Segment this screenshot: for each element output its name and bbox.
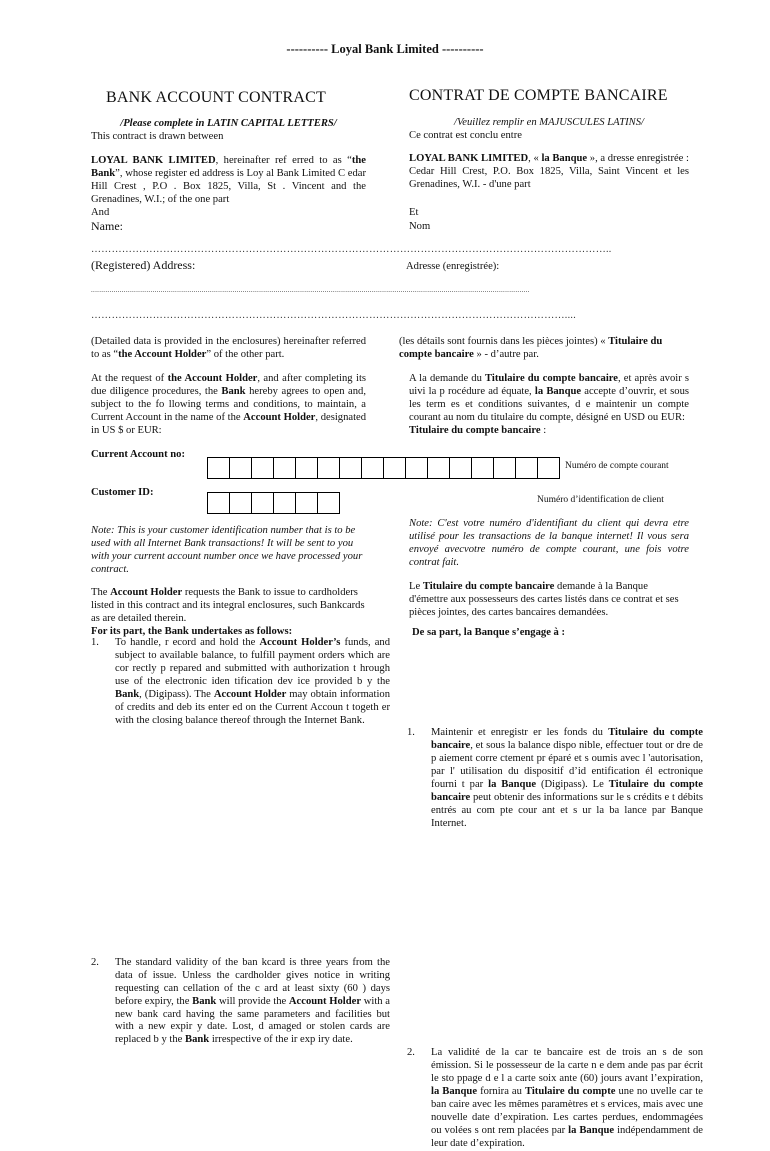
current-account-input[interactable] [207, 457, 560, 479]
party-fr-text2: », a dresse enregistrée : Cedar Hill Crest, P.O. Box 1825, Villa, Saint Vincent et les Grenadines, W.I. - d'une part [409, 153, 689, 190]
item-1-en-text1: To handle, r ecord and hold the [115, 637, 260, 648]
item-1-fr-text2: , et sous la balance dispo nible, effectuer tout or dre de p aiement corre ctement pr éparé et s oumis avec l 'autorisation, par l' utilisation du dispositif d’id entification él ectronique fourni t par [431, 740, 703, 791]
drawn-between-fr: Ce contrat est conclu entre [409, 129, 522, 141]
intro-fr [409, 117, 689, 143]
party-en-bank: the Bank [91, 155, 366, 179]
item-1-en-b3: Account Holder [213, 688, 287, 700]
address-field-line-1[interactable]: ...................................................................................................................................................................................................................... [91, 286, 530, 294]
and-fr: Et [409, 207, 419, 218]
detail-fr-text1: (les détails sont fournis dans les pièces jointes) « [399, 336, 609, 347]
detail-en-holder: the Account Holder [118, 348, 207, 360]
intro-en [91, 118, 366, 144]
request-en-text3: hereby agrees to open and, subject to the fo llowing terms and conditions, to maintain, a Current Account in the name of the [91, 385, 366, 423]
item-1-en-text2: funds, and subject to available balance, to fulfill payment orders which are cor rectly p repared and submitted with authorization t hrough use of the electronic iden tification dev ice provided b y the [115, 637, 390, 687]
item-2-number-en: 2. [91, 956, 99, 968]
item-1-en-text3: , (Digipass). The [139, 688, 214, 700]
item-1-fr [407, 727, 703, 830]
item-1-fr-b1: Titulaire du compte bancaire [431, 727, 703, 752]
item-1-en-b2: Bank [115, 688, 140, 700]
cards-fr [409, 581, 689, 640]
item-2-fr-b1: la Banque [431, 1086, 478, 1098]
bank-undertakes-en: For its part, the Bank undertakes as follows: [91, 625, 293, 637]
item-1-number-fr: 1. [407, 727, 415, 739]
party-fr [409, 153, 689, 192]
note-fr: Note: C'est votre numéro d'identifiant du client qui devra etre utilisé pour les transactions de la banque internet! Il vous sera envoyé avecvotre numéro de compte courant, une fois votre contrat fait. [409, 518, 689, 568]
request-en [91, 373, 366, 438]
item-2-fr-b3: la Banque [568, 1124, 615, 1136]
and-en: And [91, 207, 110, 218]
party-fr-bank: la Banque [541, 153, 588, 164]
name-label-en: Name: [91, 219, 123, 233]
item-2-en-b1: Bank [192, 995, 217, 1007]
party-en [91, 155, 366, 207]
item-2-fr-text4: indépendamment de leur date d’expiration. [431, 1124, 703, 1149]
request-en-text4: , designated in US $ or EUR: [91, 411, 367, 436]
item-2-fr-text1: La validité de la car te bancaire est de trois an s de son émission. Si le possesseur de la carte n e dem ande pas par écrit le sto ppage d e l a carte soix ante (60) jours avant l’expiration, [431, 1047, 703, 1085]
detail-fr-text2: » - d’autre par. [473, 348, 539, 360]
name-label-fr: Nom [409, 221, 431, 232]
detail-fr-holder: Titulaire du compte bancaire [399, 336, 663, 360]
request-en-b2: Bank [221, 385, 246, 397]
drawn-between-en: This contract is drawn between [91, 130, 224, 142]
bank-header: ---------- Loyal Bank Limited ---------- [286, 42, 484, 56]
cards-en [91, 587, 366, 639]
name-field-line[interactable]: …………………………………………………………………………………………………………………………………….. [91, 244, 612, 255]
current-account-label: Current Account no: [91, 449, 185, 460]
cards-en-text1: The [91, 587, 111, 598]
item-1-number-en: 1. [91, 637, 99, 648]
address-label-en: (Registered) Address: [91, 258, 196, 272]
customer-id-label: Customer ID: [91, 487, 154, 498]
item-1-fr-text3: (Digipass). Le [536, 779, 609, 791]
party-fr-name: LOYAL BANK LIMITED [409, 153, 529, 164]
request-fr-text1: A la demande du [409, 373, 486, 384]
title-en: BANK ACCOUNT CONTRACT [106, 89, 326, 106]
item-2-en-b3: Bank [185, 1034, 210, 1046]
item-1-en-text4: may obtain information of credits and deb its enter ed on the Current Accoun t togeth er with the closing balance thereof through the Internet Bank. [115, 688, 390, 726]
detail-en-text1: (Detailed data is provided in the enclosures) hereinafter referred to as “ [91, 336, 366, 360]
note-en: Note: This is your customer identification number that is to be used with all Internet Bank transactions! It will be sent to you with your current account number once we have processed your contract. [91, 525, 363, 575]
detail-en-text2: ” of the other part. [206, 348, 285, 360]
request-en-text1: At the request of [91, 373, 168, 384]
item-2-en-text2: will provide the [216, 995, 289, 1007]
request-fr [409, 373, 689, 438]
item-1-fr-text4: peut obtenir des informations sur le s crédits e t débits entrés au com pte cour ant et s ur la ba lance par Banque Internet. [431, 792, 703, 829]
item-1-fr-text1: Maintenir et enregistr er les fonds du [431, 727, 609, 739]
item-1-fr-b2: la Banque [488, 779, 537, 791]
request-fr-text3: accepte d’ouvrir, et sous les term es et conditions suivantes, d e maintenir un compte courant au nom du titulaire du compte, désigné en USD ou EUR: [409, 385, 689, 423]
item-2-en-text1: The standard validity of the ban kcard is three years from the data of issue. Unless the cardholder gives notice in writing requesting can cellation of the c ard at least sixty (60 ) days before expiry, the [115, 956, 390, 1007]
cards-en-text2: requests the Bank to issue to cardholders listed in this contract and its integral enclosures, such Bankcards as are detailed therein. [91, 587, 365, 624]
instruction-fr: /Veuillez remplir en MAJUSCULES LATINS/ [454, 117, 644, 128]
detail-en [91, 336, 366, 362]
cards-fr-holder: Titulaire du compte bancaire [422, 581, 555, 592]
title-fr: CONTRAT DE COMPTE BANCAIRE [409, 87, 668, 104]
item-2-fr [407, 1047, 703, 1150]
instruction-en: /Please complete in LATIN CAPITAL LETTERS/ [120, 118, 337, 129]
request-fr-text4: : [540, 424, 547, 436]
request-fr-text2: , et après avoir s uivi la p rocédure ad équate, [409, 373, 689, 397]
address-field-line-2[interactable]: ………………………………………………………………………………………………………………………….... [91, 310, 576, 321]
customer-id-label-fr: Numéro d’identification de client [537, 495, 664, 505]
request-fr-b3: Titulaire du compte bancaire [409, 424, 541, 436]
request-en-text2: , and after completing its due diligence procedures, the [91, 373, 367, 397]
detail-fr [399, 336, 689, 362]
cards-fr-text2: demande à la Banque d'émettre aux possesseurs des cartes listés dans ce contrat et ses pièces jointes, des cartes bancaires demandées. [409, 581, 679, 618]
item-2-en-text4: irrespective of the ir exp iry date. [209, 1034, 353, 1046]
item-2-fr-text2: fornira au [477, 1086, 525, 1098]
address-label-fr: Adresse (enregistrée): [406, 261, 500, 272]
request-en-b1: the Account Holder [167, 373, 258, 384]
request-fr-b2: la Banque [534, 385, 582, 397]
item-1-en [91, 637, 390, 727]
item-2-en-text3: with a new bank card having the same parameters and facilities but with a new expir y date. Lost, d amaged or stolen cards are replaced b y the [115, 995, 391, 1046]
bank-undertakes-fr: De sa part, la Banque s’engage à : [412, 626, 566, 638]
current-account-label-fr: Numéro de compte courant [565, 461, 669, 471]
customer-id-input[interactable] [207, 492, 340, 514]
party-en-text1: , hereinafter ref erred to as “ [215, 155, 352, 166]
party-en-text2: ”, whose register ed address is Loy al Bank Limited C edar Hill Crest , P.O . Box 1825, Villa, St . Vincent and the Grenadines, W.I.; of the one part [91, 167, 366, 205]
request-en-b3: Account Holder [243, 411, 316, 423]
item-2-en [91, 957, 390, 1047]
item-2-number-fr: 2. [407, 1047, 415, 1059]
party-fr-text1: , « [528, 153, 542, 164]
item-1-en-b1: Account Holder’s [259, 637, 341, 648]
item-2-en-b2: Account Holder [288, 995, 362, 1007]
cards-en-holder: Account Holder [110, 587, 183, 598]
item-2-fr-b2: Titulaire du compte [524, 1086, 616, 1098]
cards-fr-text1: Le [409, 581, 423, 592]
item-2-fr-text3: une no uvelle car te ban caire avec les mêmes paramètres et s ervices, mais avec une nouvelle date d’expiration. Les cartes perdues, endommagées ou volées s ont rem placées par [431, 1086, 703, 1136]
party-en-name: LOYAL BANK LIMITED [91, 155, 216, 166]
item-1-fr-b3: Titulaire du compte bancaire [431, 779, 703, 804]
request-fr-b1: Titulaire du compte bancaire [485, 373, 618, 384]
